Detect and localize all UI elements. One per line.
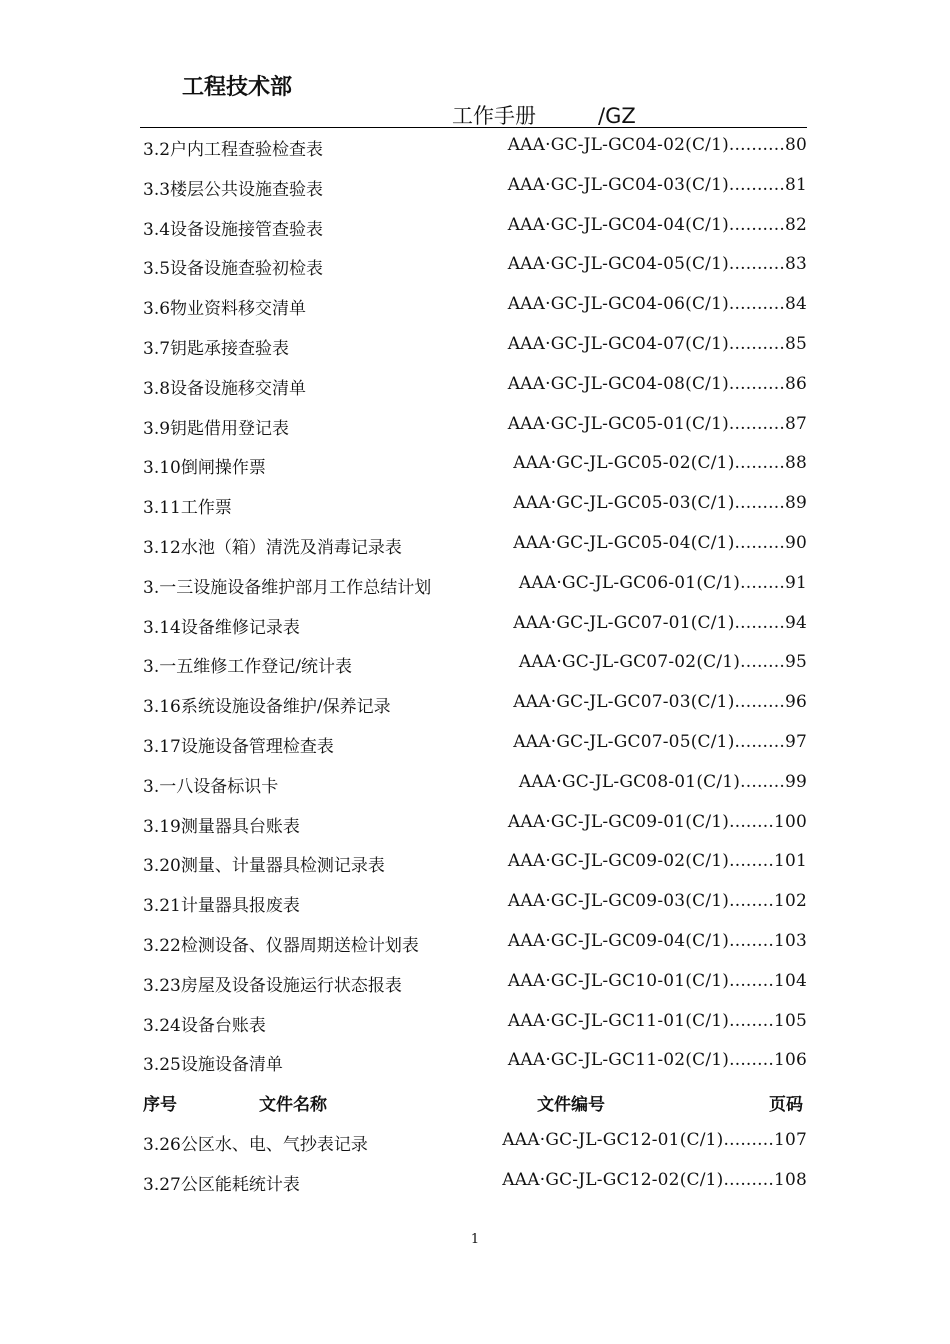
toc-row-code: AAA·GC-JL-GC04-07(C/1)..........85	[507, 333, 807, 354]
header-index: 序号	[143, 1095, 177, 1116]
header-file-number: 文件编号	[537, 1095, 605, 1116]
toc-row-name: 3.9钥匙借用登记表	[143, 418, 290, 439]
toc-row-name: 3.23房屋及设备设施运行状态报表	[143, 975, 402, 996]
toc-row-code: AAA·GC-JL-GC07-03(C/1).........96	[513, 692, 807, 713]
toc-row-code: AAA·GC-JL-GC05-01(C/1)..........87	[507, 413, 807, 434]
toc-row-name: 3.17设施设备管理检查表	[143, 736, 334, 757]
toc-row	[143, 923, 807, 963]
toc-row-code: AAA·GC-JL-GC04-04(C/1)..........82	[507, 214, 807, 235]
toc-row-name: 3.一五维修工作登记/统计表	[143, 657, 352, 678]
toc-row-code: AAA·GC-JL-GC08-01(C/1)........99	[518, 771, 807, 792]
toc-row-code: AAA·GC-JL-GC04-08(C/1)..........86	[507, 373, 807, 394]
toc-row	[143, 724, 807, 764]
toc-row-code: AAA·GC-JL-GC07-02(C/1)........95	[518, 652, 807, 673]
toc-row	[143, 1122, 807, 1162]
toc-row-name: 3.20测量、计量器具检测记录表	[143, 856, 385, 877]
toc-row	[143, 326, 807, 366]
toc-row-name: 3.一八设备标识卡	[143, 776, 279, 797]
header-file-name: 文件名称	[259, 1095, 327, 1116]
toc-row-code: AAA·GC-JL-GC05-02(C/1).........88	[513, 453, 807, 474]
toc-row	[143, 1042, 807, 1082]
toc-row	[143, 764, 807, 804]
toc-row-name: 3.2户内工程查验检查表	[143, 140, 324, 160]
page-number: 1	[470, 1232, 480, 1247]
toc-row-name: 3.24设备台账表	[143, 1015, 266, 1036]
toc-row	[143, 525, 807, 565]
toc-row-code: AAA·GC-JL-GC06-01(C/1)........91	[518, 572, 807, 593]
toc-row-code: AAA·GC-JL-GC05-03(C/1).........89	[513, 493, 807, 514]
toc-row	[143, 843, 807, 883]
manual-title: 工作手册	[452, 104, 536, 128]
toc-row-name: 3.11工作票	[143, 498, 232, 519]
toc-row-name: 3.12水池（箱）清洗及消毒记录表	[143, 537, 402, 558]
toc-row-name: 3.8设备设施移交清单	[143, 378, 307, 399]
toc-row	[143, 167, 807, 207]
toc-row	[143, 684, 807, 724]
manual-code: /GZ	[598, 104, 636, 128]
toc-row-name: 3.22检测设备、仪器周期送检计划表	[143, 935, 419, 956]
toc-row-name: 3.25设施设备清单	[143, 1055, 283, 1076]
toc-row-name: 3.4设备设施接管查验表	[143, 219, 324, 240]
toc-row-code: AAA·GC-JL-GC07-05(C/1).........97	[513, 731, 807, 752]
toc-row	[143, 246, 807, 286]
toc-row	[143, 565, 807, 605]
toc-row	[143, 127, 807, 167]
toc-row-name: 3.7钥匙承接查验表	[143, 338, 290, 359]
toc-row	[143, 445, 807, 485]
toc-row-code: AAA·GC-JL-GC12-02(C/1).........108	[502, 1169, 807, 1190]
contents-list	[143, 127, 807, 1202]
toc-row-code: AAA·GC-JL-GC11-01(C/1)........105	[507, 1010, 807, 1031]
toc-row	[143, 1162, 807, 1202]
toc-row	[143, 605, 807, 645]
toc-row-code: AAA·GC-JL-GC04-06(C/1)..........84	[507, 294, 807, 315]
toc-row-name: 3.14设备维修记录表	[143, 617, 300, 638]
toc-row	[143, 366, 807, 406]
toc-row-name: 3.16系统设施设备维护/保养记录	[143, 697, 391, 718]
toc-row-code: AAA·GC-JL-GC09-04(C/1)........103	[507, 930, 807, 951]
toc-row-code: AAA·GC-JL-GC09-02(C/1)........101	[507, 851, 807, 872]
toc-row	[143, 963, 807, 1003]
toc-row-code: AAA·GC-JL-GC11-02(C/1)........106	[507, 1050, 807, 1071]
toc-row	[143, 1003, 807, 1043]
toc-row-name: 3.5设备设施查验初检表	[143, 259, 324, 280]
header-page: 页码	[769, 1095, 803, 1116]
toc-row-code: AAA·GC-JL-GC10-01(C/1)........104	[507, 970, 807, 991]
toc-row-code: AAA·GC-JL-GC09-03(C/1)........102	[507, 891, 807, 912]
toc-row-name: 3.19测量器具台账表	[143, 816, 300, 837]
toc-row-code: AAA·GC-JL-GC04-05(C/1)..........83	[507, 254, 807, 275]
toc-row-name: 3.26公区水、电、气抄表记录	[143, 1134, 368, 1155]
toc-row-name: 3.10倒闸操作票	[143, 458, 266, 479]
toc-row	[143, 804, 807, 844]
department-title: 工程技术部	[182, 75, 293, 100]
toc-row-code: AAA·GC-JL-GC04-02(C/1)..........80	[507, 135, 807, 155]
toc-row-name: 3.27公区能耗统计表	[143, 1174, 300, 1195]
toc-row-code: AAA·GC-JL-GC05-04(C/1).........90	[513, 532, 807, 553]
toc-row	[143, 644, 807, 684]
toc-row-code: AAA·GC-JL-GC04-03(C/1)..........81	[507, 174, 807, 195]
toc-row	[143, 207, 807, 247]
toc-row-code: AAA·GC-JL-GC07-01(C/1).........94	[513, 612, 807, 633]
toc-row	[143, 286, 807, 326]
toc-row	[143, 883, 807, 923]
toc-row-name: 3.6物业资料移交清单	[143, 299, 307, 320]
toc-row-code: AAA·GC-JL-GC09-01(C/1)........100	[507, 811, 807, 832]
table-header	[143, 1082, 807, 1122]
toc-row-code: AAA·GC-JL-GC12-01(C/1).........107	[502, 1129, 807, 1150]
toc-row-name: 3.3楼层公共设施查验表	[143, 179, 324, 200]
toc-row-name: 3.一三设施设备维护部月工作总结计划	[143, 577, 432, 598]
toc-row	[143, 485, 807, 525]
manual-heading	[452, 100, 636, 130]
toc-row	[143, 406, 807, 446]
toc-row-name: 3.21计量器具报废表	[143, 896, 300, 917]
